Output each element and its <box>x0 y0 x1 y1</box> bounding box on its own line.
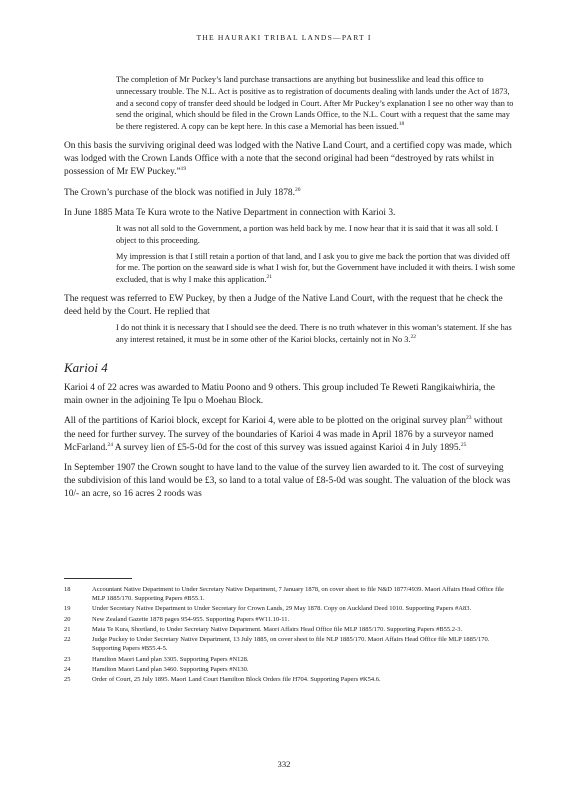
footnote-text: New Zealand Gazette 1878 pages 954-955. Supporting Papers #W11.10-11. <box>92 615 290 623</box>
paragraph <box>64 462 516 502</box>
footnote-text: Accountant Native Department to Under Secretary Native Department, 7 January 1878, on cover sheet to file N&D 1877/4939. Maori Affairs Head Office file MLP 1885/170. Supporting Papers #B55.1. <box>92 586 504 603</box>
quote-paragraph <box>116 223 516 247</box>
quote-paragraph <box>116 74 516 133</box>
footnote-ref[interactable]: 20 <box>294 186 301 193</box>
footnote-ref[interactable]: 24 <box>107 441 113 448</box>
footnote <box>64 615 516 624</box>
footnote-text: Under Secretary Native Department to Under Secretary for Crown Lands, 29 May 1878. Copy on Auckland Deed 1010. Supporting Papers #A83. <box>92 605 472 613</box>
quote-paragraph <box>116 322 516 346</box>
paragraph <box>64 415 516 455</box>
footnote <box>64 635 516 653</box>
footnote-ref[interactable]: 23 <box>465 415 472 422</box>
footnote-text: Hamilton Maori Land plan 3305. Supporting Papers #N128. <box>92 655 249 663</box>
section-heading: Karioi 4 <box>64 359 108 375</box>
page-number: 332 <box>277 759 291 769</box>
footnotes <box>64 585 516 685</box>
paragraph-text: Karioi 4 of 22 acres was awarded to Matiu Poono and 9 others. This group included Te Reweti Rangikaiwhiria, the main owner in the adjoining Te Ipu o Moehau Block. <box>64 382 495 407</box>
footnote-ref[interactable]: 21 <box>266 274 272 281</box>
paragraph-text: A survey lien of £5-5-0d for the cost of this survey was issued against Karioi 4 in July 1895. <box>112 442 461 453</box>
footnote-text: Mata Te Kura, Shortland, to Under Secretary Native Department. Maori Affairs Head Office file MLP 1885/170. Supporting Papers #B55.2-3. <box>92 625 463 633</box>
block-quote <box>116 322 516 346</box>
footnote-number: 25 <box>64 676 71 684</box>
paragraph <box>64 187 516 200</box>
block-quote <box>116 223 516 286</box>
footnote-ref[interactable]: 19 <box>180 166 187 173</box>
footnote <box>64 604 516 613</box>
footnote <box>64 675 516 684</box>
paragraph-text: In June 1885 Mata Te Kura wrote to the Native Department in connection with Karioi 3. <box>64 207 396 218</box>
footnote-number: 18 <box>64 586 71 593</box>
quote-paragraph <box>116 251 516 286</box>
footnote-ref[interactable]: 22 <box>410 334 416 341</box>
footnote <box>64 585 516 603</box>
footnote-ref[interactable]: 18 <box>398 121 405 128</box>
paragraph-text: In September 1907 the Crown sought to have land to the value of the survey lien awarded to it. The cost of surveying the subdivision of this land would be £3, so land to a total value of £8-5-0d was sought. The valuation of the block was 10/- an acre, so 16 acres 2 roods was <box>64 463 511 500</box>
footnote-text: Judge Puckey to Under Secretary Native Department, 13 July 1885, on cover sheet to file NLP 1885/170. Maori Affairs Head Office file MLP 1885/170. Supporting Papers #B55.4-5. <box>92 636 490 653</box>
quote-text: I do not think it is necessary that I should see the deed. There is no truth whatever in this woman’s statement. If she has any interest retained, it must be in some other of the Karioi blocks, certainly not in No 3. <box>116 323 512 345</box>
paragraph <box>64 293 516 319</box>
footnote-number: 20 <box>64 615 71 623</box>
footnote <box>64 655 516 664</box>
quote-text: The completion of Mr Puckey’s land purchase transactions are anything but businesslike and lead this office to unnecessary trouble. The N.L. Act is positive as to registration of documents dealing with lands under the Act of 1873, and a second copy of transfer deed should be lodged in Court. After Mr Puckey’s explanation I see no other way than to send the original, which should be filed in the Crown Lands Office, to the N.L. Court with a request that the same may be there registered. A copy can be kept here. In this case a Memorial has been issued. <box>116 75 514 132</box>
paragraph <box>64 382 516 408</box>
footnote-text: Hamilton Maori Land plan 3460. Supporting Papers #N130. <box>92 665 249 673</box>
paragraph-text: All of the partitions of Karioi block, except for Karioi 4, were able to be plotted on the original survey plan <box>64 416 466 427</box>
footnote <box>64 625 516 634</box>
paragraph-text: On this basis the surviving original deed was lodged with the Native Land Court, and a certified copy was made, which was lodged with the Crown Lands Office with a note that the second original had been “destroyed by rats whilst in possession of Mr EW Puckey.” <box>64 140 512 178</box>
paragraph-text: The request was referred to EW Puckey, by then a Judge of the Native Land Court, with the request that he check the deed held by the Court. He replied that <box>64 293 503 318</box>
footnote-ref[interactable]: 25 <box>460 441 467 448</box>
quote-text: It was not all sold to the Government, a portion was held back by me. I now hear that it is said that it was all sold. I object to this proceeding. <box>116 224 499 245</box>
paragraph-text: without the need for further survey. The survey of the boundaries of Karioi 4 was made in April 1876 by a surveyor named McFarland. <box>64 416 503 453</box>
footnote-number: 19 <box>64 605 71 613</box>
footnote-number: 24 <box>64 665 71 673</box>
footnote-number: 23 <box>64 655 71 663</box>
footnote-divider <box>64 578 132 579</box>
paragraph-text: The Crown’s purchase of the block was notified in July 1878. <box>64 187 295 198</box>
footnote-number: 21 <box>64 625 71 633</box>
footnote-number: 22 <box>64 636 71 644</box>
footnote <box>64 665 516 674</box>
quote-text: My impression is that I still retain a portion of that land, and I ask you to give me back the portion that was divided off for me. The portion on the seaward side is what I wish for, but the Government have included it with theirs. I wish some excluded, that is why I make this application. <box>116 251 516 285</box>
block-quote <box>116 74 516 133</box>
main-text <box>64 74 516 509</box>
footnote-text: Order of Court, 25 July 1895. Maori Land Court Hamilton Block Orders file H704. Supporting Papers #K54.6. <box>92 676 381 684</box>
running-header: THE HAURAKI TRIBAL LANDS—PART I <box>196 33 372 42</box>
paragraph <box>64 207 516 220</box>
paragraph <box>64 140 516 180</box>
